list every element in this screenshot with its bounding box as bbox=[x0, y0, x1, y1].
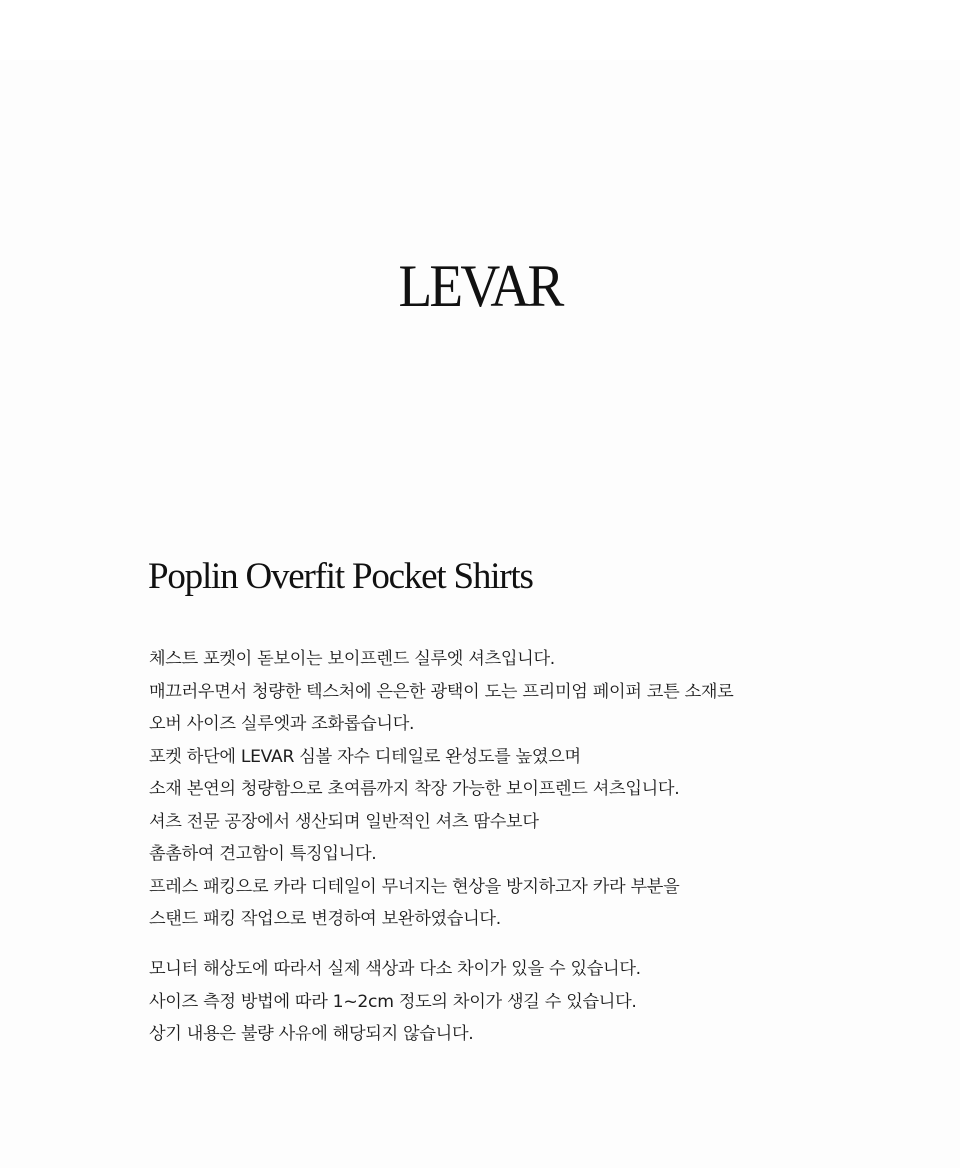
description-line: 스탠드 패킹 작업으로 변경하여 보완하였습니다. bbox=[149, 909, 501, 929]
description-line: 소재 본연의 청량함으로 초여름까지 착장 가능한 보이프렌드 셔츠입니다. bbox=[149, 779, 680, 799]
notice-line: 사이즈 측정 방법에 따라 1~2cm 정도의 차이가 생길 수 있습니다. bbox=[149, 991, 637, 1012]
notice-line: 상기 내용은 불량 사유에 해당되지 않습니다. bbox=[149, 1024, 474, 1044]
brand-logo: LEVAR bbox=[398, 253, 562, 319]
notice-section bbox=[149, 953, 849, 1051]
notice-line: 모니터 해상도에 따라서 실제 색상과 다소 차이가 있을 수 있습니다. bbox=[149, 959, 641, 979]
description-line: 촘촘하여 견고함이 특징입니다. bbox=[149, 844, 377, 864]
description-line: 오버 사이즈 실루엣과 조화롭습니다. bbox=[149, 714, 415, 734]
product-title: Poplin Overfit Pocket Shirts bbox=[148, 556, 533, 597]
product-description bbox=[149, 643, 849, 936]
description-line: 프레스 패킹으로 카라 디테일이 무너지는 현상을 방지하고자 카라 부분을 bbox=[149, 876, 680, 897]
description-line: 체스트 포켓이 돋보이는 보이프렌드 실루엣 셔츠입니다. bbox=[149, 649, 555, 669]
description-line: 매끄러우면서 청량한 텍스처에 은은한 광택이 도는 프리미엄 페이퍼 코튼 소재로 bbox=[149, 681, 734, 702]
description-line: 셔츠 전문 공장에서 생산되며 일반적인 셔츠 땀수보다 bbox=[149, 811, 539, 832]
description-line: 포켓 하단에 LEVAR 심볼 자수 디테일로 완성도를 높였으며 bbox=[149, 746, 581, 767]
